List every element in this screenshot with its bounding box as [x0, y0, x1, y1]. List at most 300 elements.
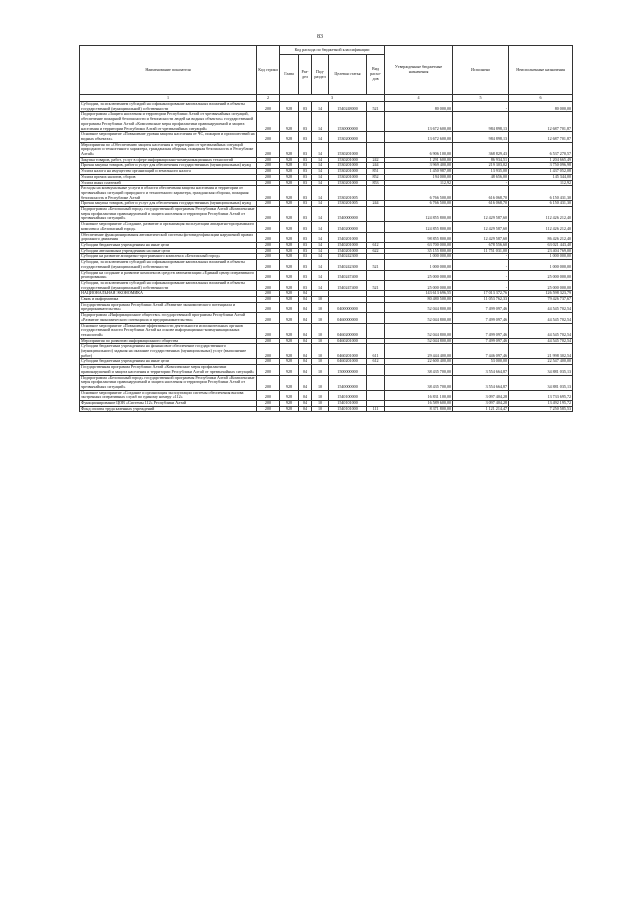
- table-row: [80, 302, 573, 312]
- row-unexecuted: 126 598 323,79: [509, 291, 573, 297]
- row-unexecuted: 34 881 035,13: [509, 365, 573, 375]
- row-executed: 7 499 097,46: [453, 313, 509, 323]
- row-executed: 13 935,00: [453, 169, 509, 175]
- row-approved: 13 672 600,00: [385, 112, 453, 132]
- row-subsection: 14: [312, 169, 329, 175]
- table-row: [80, 280, 573, 290]
- row-section: 03: [299, 232, 312, 242]
- row-executed: 11 053 762,33: [453, 297, 509, 303]
- row-exp-type: 244: [367, 201, 385, 207]
- row-subsection: 14: [312, 132, 329, 142]
- row-target: 1540101000: [329, 401, 367, 407]
- row-name: Субсидии, за исключением субсидий на софинансирование капитальных вложений в объекты государственной (муниципальной) собственности: [80, 102, 257, 112]
- row-unexecuted: 145 344,00: [509, 174, 573, 180]
- row-unexecuted: 1 204 665,49: [509, 157, 573, 163]
- row-unexecuted: 12 687 701,87: [509, 132, 573, 142]
- row-chapter: 928: [280, 406, 299, 412]
- row-line: 200: [257, 302, 280, 312]
- header-exp-type: Вид расхо-дов: [367, 55, 385, 95]
- row-executed: 3 097 404,28: [453, 390, 509, 400]
- row-line: 200: [257, 242, 280, 248]
- row-executed: 12 429 587,60: [453, 232, 509, 242]
- table-row: [80, 313, 573, 323]
- row-target: 1540200000: [329, 222, 367, 232]
- header-name: Наименование показателя: [80, 46, 257, 95]
- row-chapter: 928: [280, 270, 299, 280]
- row-name: Субсидии автономным учреждениям на иные цели: [80, 248, 257, 254]
- row-approved: 25 000 000,00: [385, 270, 453, 280]
- row-target: 1540101000: [329, 406, 367, 412]
- row-target: 1540201000: [329, 248, 367, 254]
- row-name: Прочая закупка товаров, работ и услуг для обеспечения государственных (муниципальных) нужд: [80, 201, 257, 207]
- row-approved: 6 906 100,00: [385, 142, 453, 157]
- row-approved: 52 044 800,00: [385, 302, 453, 312]
- row-approved: 29 444 400,00: [385, 344, 453, 359]
- row-subsection: 14: [312, 163, 329, 169]
- row-subsection: 10: [312, 365, 329, 375]
- row-unexecuted: 80 000,00: [509, 102, 573, 112]
- row-approved: 80 480 500,00: [385, 297, 453, 303]
- row-subsection: 14: [312, 201, 329, 207]
- row-approved: 1 450 987,08: [385, 169, 453, 175]
- budget-execution-table: [79, 45, 573, 412]
- row-line: 200: [257, 201, 280, 207]
- row-exp-type: 521: [367, 260, 385, 270]
- row-section: 04: [299, 401, 312, 407]
- row-unexecuted: 112 426 212,40: [509, 207, 573, 222]
- row-name: Уплата иных платежей: [80, 180, 257, 186]
- row-exp-type: 611: [367, 344, 385, 359]
- row-chapter: 928: [280, 248, 299, 254]
- row-executed: 3 554 664,87: [453, 375, 509, 390]
- row-section: 03: [299, 169, 312, 175]
- row-executed: -: [453, 260, 509, 270]
- row-name: Основное мероприятие «Повышение уровня защиты населения от ЧС, пожаров и происшествий на водных объектах»: [81, 131, 255, 141]
- row-line: 200: [257, 254, 280, 260]
- row-section: 04: [299, 302, 312, 312]
- row-name: Функционирование ЦОВ «Системы 112» Республики Алтай: [80, 401, 257, 407]
- row-target: 1530201000: [329, 163, 367, 169]
- row-section: 04: [299, 344, 312, 359]
- row-subsection: 10: [312, 302, 329, 312]
- row-executed: 3 554 664,87: [453, 365, 509, 375]
- row-section: 03: [299, 222, 312, 232]
- row-executed: 48 656,00: [453, 174, 509, 180]
- row-executed: -: [453, 180, 509, 186]
- row-approved: 8 371 800,00: [385, 406, 453, 412]
- row-target: 1530201005: [329, 201, 367, 207]
- row-line: 200: [257, 323, 280, 338]
- row-section: 03: [299, 102, 312, 112]
- row-executed: 984 898,13: [453, 132, 509, 142]
- row-exp-type: 852: [367, 174, 385, 180]
- row-line: 200: [257, 270, 280, 280]
- row-subsection: 14: [312, 157, 329, 163]
- row-section: 04: [299, 359, 312, 365]
- row-subsection: 14: [312, 207, 329, 222]
- row-line: 200: [257, 132, 280, 142]
- row-executed: 11 751 031,00: [453, 248, 509, 254]
- row-name: Основное мероприятие «Создание, развитие и организация эксплуатации аппаратно-программного комплекса «Безопасный город»: [80, 222, 257, 232]
- row-subsection: 14: [312, 180, 329, 186]
- row-executed: -: [453, 102, 509, 112]
- row-unexecuted: 23 404 769,00: [509, 248, 573, 254]
- row-name: Субсидии бюджетным учреждениям на иные цели: [80, 242, 257, 248]
- row-section: 03: [299, 142, 312, 157]
- row-name: Государственная программа Республики Алтай «Развитие экономического потенциала и предпринимательства»: [80, 302, 257, 312]
- row-exp-type: 244: [367, 163, 385, 169]
- row-approved: 1 000 000,00: [385, 254, 453, 260]
- idx-cell: 2: [257, 95, 280, 102]
- row-approved: 63 700 000,00: [385, 242, 453, 248]
- row-executed: 3 097 404,28: [453, 401, 509, 407]
- table-row: [80, 406, 573, 412]
- row-subsection: 14: [312, 102, 329, 112]
- row-exp-type: 111: [367, 406, 385, 412]
- row-approved: 38 435 700,00: [385, 365, 453, 375]
- row-section: 03: [299, 280, 312, 290]
- row-target: 1540242300: [329, 260, 367, 270]
- row-line: 200: [257, 163, 280, 169]
- row-executed: 7 499 097,46: [453, 323, 509, 338]
- row-exp-type: 622: [367, 248, 385, 254]
- row-unexecuted: 21 998 302,54: [509, 344, 573, 359]
- table-row: [80, 365, 573, 375]
- table-row: [80, 102, 573, 112]
- row-approved: 35 155 800,00: [385, 248, 453, 254]
- header-line-code: Код строки: [257, 46, 280, 95]
- row-exp-type: [367, 302, 385, 312]
- row-name: Субсидии бюджетным учреждениям на финансовое обеспечение государственного (муниципального) задания на оказание государственных (муниципальных) услуг (выполнение работ): [80, 344, 257, 359]
- row-subsection: 14: [312, 254, 329, 260]
- row-chapter: 928: [280, 375, 299, 390]
- row-exp-type: [367, 186, 385, 201]
- row-name: Расходы на коммунальные услуги в области обеспечения защиты населения и территории от чрезвычайных ситуаций природного и техногенного характера, гражданская оборона, пожарная безопасность в Республике Алтай: [80, 186, 257, 201]
- row-chapter: 928: [280, 297, 299, 303]
- row-name: Подпрограмма «Безопасный город» государственной программы Республики Алтай «Комплексные меры профилактики правонарушений и защита населения и территории Республики Алтай от чрезвычайных ситуаций»: [80, 375, 257, 390]
- row-section: 04: [299, 338, 312, 344]
- row-unexecuted: 6 150 431,30: [509, 201, 573, 207]
- row-target: 1540242300: [329, 254, 367, 260]
- row-subsection: 14: [312, 222, 329, 232]
- row-executed: 86 934,51: [453, 157, 509, 163]
- row-subsection: 10: [312, 401, 329, 407]
- row-subsection: 14: [312, 270, 329, 280]
- row-unexecuted: 7 250 585,53: [509, 406, 573, 412]
- table-row: [80, 186, 573, 201]
- row-chapter: 928: [280, 291, 299, 297]
- row-approved: 52 044 800,00: [385, 338, 453, 344]
- row-unexecuted: 25 000 000,00: [509, 280, 573, 290]
- row-executed: -: [453, 270, 509, 280]
- row-unexecuted: 1 437 052,08: [509, 169, 573, 175]
- row-executed: -: [453, 280, 509, 290]
- row-subsection: 14: [312, 280, 329, 290]
- row-approved: 112,92: [385, 180, 453, 186]
- row-approved: 143 613 696,55: [385, 291, 453, 297]
- row-chapter: 928: [280, 222, 299, 232]
- row-chapter: 928: [280, 142, 299, 157]
- row-line: 200: [257, 344, 280, 359]
- row-section: 03: [299, 254, 312, 260]
- row-name: Субсидии бюджетным учреждениям на иные цели: [80, 359, 257, 365]
- row-name: Уплата налога на имущество организаций и земельного налога: [80, 169, 257, 175]
- row-line: 200: [257, 359, 280, 365]
- row-executed: 1 121 214,47: [453, 406, 509, 412]
- row-executed: 219 303,02: [453, 163, 509, 169]
- row-target: 1530201000: [329, 174, 367, 180]
- row-target: 1540000000: [329, 375, 367, 390]
- row-name: Мероприятия по «Обеспечению защиты населения и территории от чрезвычайных ситуаций природного и техногенного характера, гражданская оборона, пожарная безопасность в Республике Алтай»: [80, 142, 257, 157]
- row-exp-type: [367, 222, 385, 232]
- row-exp-type: [367, 207, 385, 222]
- row-unexecuted: 3 750 096,98: [509, 163, 573, 169]
- idx-cell: 6: [509, 95, 573, 102]
- row-subsection: 10: [312, 323, 329, 338]
- row-line: 200: [257, 297, 280, 303]
- row-approved: 6 766 500,00: [385, 201, 453, 207]
- header-budget-class: Код расхода по бюджетной классификации: [280, 46, 385, 55]
- row-executed: 12 429 587,60: [453, 207, 509, 222]
- table-row: [80, 323, 573, 338]
- row-line: 200: [257, 280, 280, 290]
- row-name: Основное мероприятие «Повышение эффективности деятельности исполнительных органов государственной власти Республики Алтай на основе информационно-коммуникационных технологий»: [80, 323, 257, 338]
- row-executed: 53 000,00: [453, 359, 509, 365]
- row-section: 03: [299, 270, 312, 280]
- row-chapter: 928: [280, 359, 299, 365]
- row-target: 1540201000: [329, 242, 367, 248]
- row-subsection: 14: [312, 186, 329, 201]
- row-target: 1530000000: [329, 112, 367, 132]
- row-approved: 38 435 700,00: [385, 375, 453, 390]
- row-unexecuted: 86 426 212,40: [509, 232, 573, 242]
- header-approved: Утвержденные бюджетные назначения: [385, 46, 453, 95]
- row-unexecuted: 112,92: [509, 180, 573, 186]
- table-row: [80, 390, 573, 400]
- row-chapter: 928: [280, 132, 299, 142]
- row-chapter: 928: [280, 180, 299, 186]
- row-line: 200: [257, 169, 280, 175]
- row-subsection: 14: [312, 242, 329, 248]
- row-exp-type: 612: [367, 242, 385, 248]
- row-target: 1540201000: [329, 232, 367, 242]
- row-target: 1530200000: [329, 132, 367, 142]
- row-target: 1500000000: [329, 365, 367, 375]
- row-approved: 52 044 800,00: [385, 323, 453, 338]
- row-exp-type: [367, 390, 385, 400]
- row-line: 200: [257, 390, 280, 400]
- row-unexecuted: 79 426 737,67: [509, 297, 573, 303]
- row-target: 1540247400: [329, 270, 367, 280]
- row-approved: 16 831 100,00: [385, 390, 453, 400]
- row-name: Субсидии на развитие аппаратно-программного комплекса «Безопасный город»: [80, 254, 257, 260]
- row-name: Субсидии, за исключением субсидий на софинансирование капитальных вложений в объекты государственной (муниципальной) собственности: [80, 260, 257, 270]
- row-unexecuted: 1 000 000,00: [509, 254, 573, 260]
- row-approved: 3 969 400,00: [385, 163, 453, 169]
- row-name: Подпрограмма «Безопасный город» государственной программы Республики Алтай «Комплексные меры профилактики правонарушений и защита населения и территории Республики Алтай от чрезвычайных ситуаций»: [80, 207, 257, 222]
- row-approved: 124 855 800,00: [385, 222, 453, 232]
- row-name: Подпрограмма «Информационное общество» государственной программы Республики Алтай «Развитие экономического потенциала и предпринимательства»: [80, 313, 257, 323]
- row-target: 1530201005: [329, 186, 367, 201]
- row-line: 200: [257, 401, 280, 407]
- row-exp-type: [367, 142, 385, 157]
- row-target: 0460201000: [329, 359, 367, 365]
- row-subsection: 10: [312, 390, 329, 400]
- row-chapter: 928: [280, 163, 299, 169]
- row-target: 0400000000: [329, 302, 367, 312]
- row-exp-type: [367, 365, 385, 375]
- row-subsection: 14: [312, 248, 329, 254]
- row-executed: 678 556,60: [453, 242, 509, 248]
- row-subsection: 10: [312, 375, 329, 390]
- row-chapter: 928: [280, 260, 299, 270]
- row-exp-type: [367, 323, 385, 338]
- row-exp-type: 521: [367, 280, 385, 290]
- row-subsection: 14: [312, 142, 329, 157]
- idx-cell: 5: [453, 95, 509, 102]
- row-section: 04: [299, 323, 312, 338]
- row-name: Обеспечение функционирования автоматической системы фотовидеофиксации нарушений правил дорожного движения: [80, 232, 257, 242]
- row-line: 200: [257, 102, 280, 112]
- row-subsection: 10: [312, 297, 329, 303]
- row-approved: 13 672 600,00: [385, 132, 453, 142]
- row-unexecuted: 6 537 270,57: [509, 142, 573, 157]
- row-unexecuted: 1 000 000,00: [509, 260, 573, 270]
- row-name: Связь и информатика: [80, 297, 257, 303]
- row-target: 1530201000: [329, 169, 367, 175]
- row-name: Субсидии, за исключением субсидий на софинансирование капитальных вложений в объекты государственной (муниципальной) собственности: [80, 280, 257, 290]
- row-exp-type: 521: [367, 102, 385, 112]
- row-subsection: 10: [312, 313, 329, 323]
- row-target: 1540248000: [329, 102, 367, 112]
- row-name: Основное мероприятие «Создание и организация эксплуатации системы обеспечения вызова экстренных оперативных служб по единому номеру «112»: [80, 390, 257, 400]
- row-chapter: 928: [280, 242, 299, 248]
- row-approved: 1 000 000,00: [385, 260, 453, 270]
- row-section: 04: [299, 375, 312, 390]
- row-section: 03: [299, 186, 312, 201]
- row-unexecuted: 44 545 702,54: [509, 313, 573, 323]
- row-chapter: 928: [280, 169, 299, 175]
- row-exp-type: [367, 112, 385, 132]
- row-line: 200: [257, 365, 280, 375]
- row-chapter: 928: [280, 174, 299, 180]
- row-section: 04: [299, 297, 312, 303]
- row-line: 200: [257, 260, 280, 270]
- row-target: 0460201000: [329, 338, 367, 344]
- row-unexecuted: 44 545 702,54: [509, 302, 573, 312]
- row-name: Уплата прочих налогов, сборов: [80, 174, 257, 180]
- row-executed: 12 429 587,60: [453, 222, 509, 232]
- header-executed: Исполнено: [453, 46, 509, 95]
- row-section: 04: [299, 365, 312, 375]
- table-row: [80, 270, 573, 280]
- table-row: [80, 142, 573, 157]
- row-section: 03: [299, 248, 312, 254]
- row-line: 200: [257, 338, 280, 344]
- table-row: [80, 260, 573, 270]
- table-row: [80, 222, 573, 232]
- row-exp-type: 853: [367, 180, 385, 186]
- row-unexecuted: 6 150 431,30: [509, 186, 573, 201]
- row-approved: 6 766 500,00: [385, 186, 453, 201]
- header-index-row: [80, 95, 573, 102]
- idx-cell: 4: [385, 95, 453, 102]
- row-line: 200: [257, 313, 280, 323]
- row-subsection: 10: [312, 406, 329, 412]
- row-subsection: 10: [312, 359, 329, 365]
- row-chapter: 928: [280, 102, 299, 112]
- row-exp-type: [367, 313, 385, 323]
- row-executed: 616 068,70: [453, 201, 509, 207]
- row-unexecuted: 34 881 035,13: [509, 375, 573, 390]
- row-section: 03: [299, 201, 312, 207]
- row-line: 200: [257, 222, 280, 232]
- row-line: 200: [257, 406, 280, 412]
- row-approved: 98 855 800,00: [385, 232, 453, 242]
- row-line: 200: [257, 186, 280, 201]
- row-line: 200: [257, 180, 280, 186]
- row-approved: 16 589 600,00: [385, 401, 453, 407]
- row-section: 03: [299, 163, 312, 169]
- row-approved: 194 000,00: [385, 174, 453, 180]
- row-executed: 7 499 097,46: [453, 338, 509, 344]
- row-unexecuted: 25 000 000,00: [509, 270, 573, 280]
- idx-cell: 3: [280, 95, 385, 102]
- row-exp-type: 851: [367, 169, 385, 175]
- row-subsection: 10: [312, 344, 329, 359]
- row-subsection: 14: [312, 112, 329, 132]
- row-target: 1530201000: [329, 142, 367, 157]
- row-chapter: 928: [280, 365, 299, 375]
- row-chapter: 928: [280, 401, 299, 407]
- header-section: Раз-дел: [299, 55, 312, 95]
- row-chapter: 928: [280, 344, 299, 359]
- row-executed: 7 499 097,46: [453, 302, 509, 312]
- row-approved: 1 291 600,00: [385, 157, 453, 163]
- row-line: 200: [257, 112, 280, 132]
- row-chapter: 928: [280, 157, 299, 163]
- row-section: 03: [299, 260, 312, 270]
- row-section: 03: [299, 180, 312, 186]
- row-name: НАЦИОНАЛЬНАЯ ЭКОНОМИКА: [80, 291, 257, 297]
- row-unexecuted: 22 547 400,00: [509, 359, 573, 365]
- row-executed: 616 068,70: [453, 186, 509, 201]
- row-section: 03: [299, 242, 312, 248]
- row-target: 0460200000: [329, 323, 367, 338]
- row-target: 1540247400: [329, 280, 367, 290]
- header-unexecuted: Неисполненные назначения: [509, 46, 573, 95]
- row-executed: -: [453, 254, 509, 260]
- table-row: [80, 232, 573, 242]
- row-chapter: 928: [280, 201, 299, 207]
- row-chapter: 928: [280, 390, 299, 400]
- row-unexecuted: 12 687 701,87: [509, 112, 573, 132]
- row-name: Фонд оплаты труда казенных учреждений: [80, 406, 257, 412]
- table-body: [80, 102, 573, 412]
- row-target: 0460201000: [329, 344, 367, 359]
- row-name: Мероприятия по развитию информационного общества: [80, 338, 257, 344]
- row-name: Закупка товаров, работ, услуг в сфере информационно-коммуникационных технологий: [80, 157, 257, 163]
- row-section: 03: [299, 157, 312, 163]
- row-section: 03: [299, 207, 312, 222]
- row-unexecuted: 13 733 695,72: [509, 390, 573, 400]
- table-row: [80, 207, 573, 222]
- row-target: 1540000000: [329, 207, 367, 222]
- row-line: 200: [257, 207, 280, 222]
- row-unexecuted: 63 021 443,40: [509, 242, 573, 248]
- row-target: 0460000000: [329, 313, 367, 323]
- row-line: 200: [257, 291, 280, 297]
